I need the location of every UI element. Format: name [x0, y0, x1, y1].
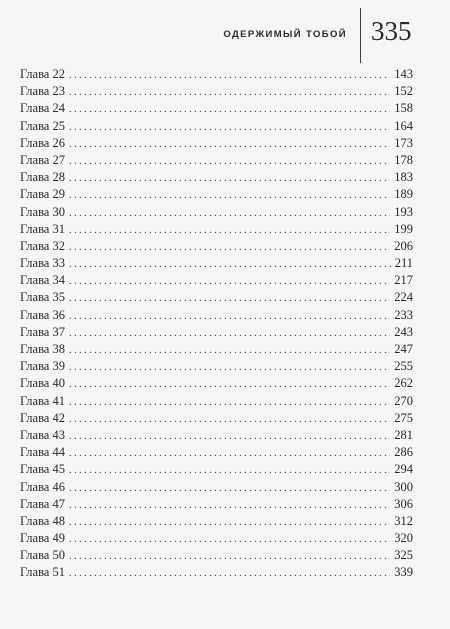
- toc-entry-page: 339: [394, 565, 413, 580]
- toc-entry: [20, 530, 413, 547]
- toc-entry: [20, 393, 413, 410]
- toc-entry-page: 247: [394, 342, 413, 356]
- toc-entry: [20, 204, 413, 221]
- toc-entry-page: 189: [394, 187, 413, 202]
- toc-entry-label: Глава 31: [20, 221, 65, 236]
- toc-entry-label: Глава 51: [20, 565, 65, 580]
- toc-entry-label: Глава 40: [20, 376, 65, 391]
- toc-entry: [20, 375, 413, 392]
- toc-entry-label: Глава 22: [20, 67, 65, 81]
- toc-entry-label: Глава 28: [20, 170, 65, 185]
- toc-entry-page: 178: [394, 152, 413, 167]
- toc-entry-label: Глава 50: [20, 548, 65, 563]
- toc-entry-label: Глава 49: [20, 531, 65, 546]
- toc-entry: [20, 547, 413, 564]
- toc-entry: [20, 255, 413, 272]
- toc-entry-label: Глава 29: [20, 187, 65, 202]
- toc-entry-page: 211: [394, 256, 413, 271]
- toc-entry-page: 294: [394, 462, 413, 477]
- toc-dot-leader: [69, 290, 390, 307]
- toc-dot-leader: [69, 308, 390, 325]
- toc-entry-page: 262: [394, 376, 413, 391]
- toc-entry-page: 255: [394, 359, 413, 374]
- toc-entry-label: Глава 36: [20, 307, 65, 322]
- toc-entry-page: 164: [394, 118, 413, 133]
- toc-entry-page: 233: [394, 307, 413, 322]
- toc-entry-page: 173: [394, 135, 413, 150]
- toc-entry: [20, 272, 413, 289]
- toc-dot-leader: [69, 273, 390, 290]
- toc-entry-page: 275: [394, 410, 413, 425]
- toc-dot-leader: [69, 497, 390, 514]
- toc-entry-page: 224: [394, 290, 413, 305]
- toc-entry-page: 217: [394, 273, 413, 288]
- toc-entry-label: Глава 43: [20, 427, 65, 442]
- toc-dot-leader: [69, 394, 390, 411]
- toc-dot-leader: [69, 239, 390, 256]
- toc-dot-leader: [69, 170, 390, 187]
- toc-entry-label: Глава 47: [20, 496, 65, 511]
- toc-entry: [20, 221, 413, 238]
- toc-entry-label: Глава 42: [20, 410, 65, 425]
- toc-dot-leader: [69, 101, 390, 118]
- toc-dot-leader: [69, 514, 390, 531]
- toc-entry-page: 325: [394, 548, 413, 563]
- toc-dot-leader: [69, 376, 390, 393]
- toc-dot-leader: [69, 342, 390, 359]
- toc-entry: [20, 118, 413, 135]
- toc-entry: [20, 66, 413, 83]
- toc-entry: [20, 341, 413, 358]
- toc-entry-label: Глава 48: [20, 513, 65, 528]
- toc-entry-label: Глава 30: [20, 204, 65, 219]
- toc-dot-leader: [69, 67, 390, 84]
- toc-dot-leader: [69, 428, 390, 445]
- toc-entry-label: Глава 26: [20, 135, 65, 150]
- toc-entry-page: 306: [394, 496, 413, 511]
- toc-entry-page: 183: [394, 170, 413, 185]
- toc-entry-label: Глава 46: [20, 479, 65, 494]
- toc-entry-label: Глава 37: [20, 324, 65, 339]
- toc-entry: [20, 152, 413, 169]
- toc-entry-label: Глава 44: [20, 445, 65, 460]
- toc-dot-leader: [69, 153, 390, 170]
- header-divider: [360, 8, 361, 63]
- toc-dot-leader: [69, 565, 390, 582]
- toc-dot-leader: [69, 325, 390, 342]
- toc-entry-page: 199: [394, 221, 413, 236]
- toc-entry: [20, 289, 413, 306]
- toc-entry-label: Глава 35: [20, 290, 65, 305]
- toc-entry-label: Глава 39: [20, 359, 65, 374]
- page-number: 335: [371, 16, 412, 46]
- toc-dot-leader: [69, 84, 390, 101]
- toc-entry-page: 320: [394, 531, 413, 546]
- toc-entry-page: 143: [394, 67, 413, 81]
- toc-entry-page: 281: [394, 427, 413, 442]
- toc-dot-leader: [69, 462, 390, 479]
- toc-entry-label: Глава 24: [20, 101, 65, 116]
- toc-entry-label: Глава 38: [20, 342, 65, 356]
- toc-dot-leader: [69, 205, 390, 222]
- toc-dot-leader: [69, 119, 390, 136]
- toc-entry-page: 286: [394, 445, 413, 460]
- toc-entry-page: 193: [394, 204, 413, 219]
- toc-entry: [20, 135, 413, 152]
- toc-entry: [20, 307, 413, 324]
- toc-entry: [20, 479, 413, 496]
- toc-dot-leader: [69, 136, 390, 153]
- toc-entry-label: Глава 45: [20, 462, 65, 477]
- toc-entry: [20, 444, 413, 461]
- toc-entry-label: Глава 32: [20, 238, 65, 253]
- toc-dot-leader: [69, 187, 390, 204]
- toc-entry: [20, 238, 413, 255]
- toc-entry: [20, 186, 413, 203]
- toc-entry-page: 243: [394, 324, 413, 339]
- toc-entry-page: 312: [394, 513, 413, 528]
- toc-entry-label: Глава 23: [20, 84, 65, 99]
- toc-dot-leader: [69, 548, 390, 565]
- toc-entry: [20, 358, 413, 375]
- toc-dot-leader: [69, 222, 390, 239]
- toc-entry: [20, 427, 413, 444]
- toc-entry: [20, 410, 413, 427]
- toc-entry: [20, 83, 413, 100]
- toc-entry: [20, 169, 413, 186]
- toc-dot-leader: [69, 480, 390, 497]
- toc-entry: [20, 496, 413, 513]
- toc-entry-page: 206: [394, 238, 413, 253]
- toc-dot-leader: [69, 411, 390, 428]
- toc-entry: [20, 513, 413, 530]
- toc-entry-label: Глава 25: [20, 118, 65, 133]
- toc-entry-page: 152: [394, 84, 413, 99]
- toc-dot-leader: [69, 445, 390, 462]
- table-of-contents: [20, 66, 413, 582]
- toc-entry-label: Глава 34: [20, 273, 65, 288]
- toc-entry-page: 300: [394, 479, 413, 494]
- toc-entry: [20, 461, 413, 478]
- toc-entry-label: Глава 27: [20, 152, 65, 167]
- toc-entry-label: Глава 41: [20, 393, 65, 408]
- toc-entry: [20, 324, 413, 341]
- running-title: ОДЕРЖИМЫЙ ТОБОЙ: [223, 29, 347, 40]
- toc-entry: [20, 100, 413, 117]
- toc-entry-label: Глава 33: [20, 256, 65, 271]
- toc-entry-page: 158: [394, 101, 413, 116]
- toc-dot-leader: [69, 256, 391, 273]
- toc-entry-page: 270: [394, 393, 413, 408]
- toc-entry: [20, 564, 413, 581]
- toc-dot-leader: [69, 531, 390, 548]
- toc-dot-leader: [69, 359, 390, 376]
